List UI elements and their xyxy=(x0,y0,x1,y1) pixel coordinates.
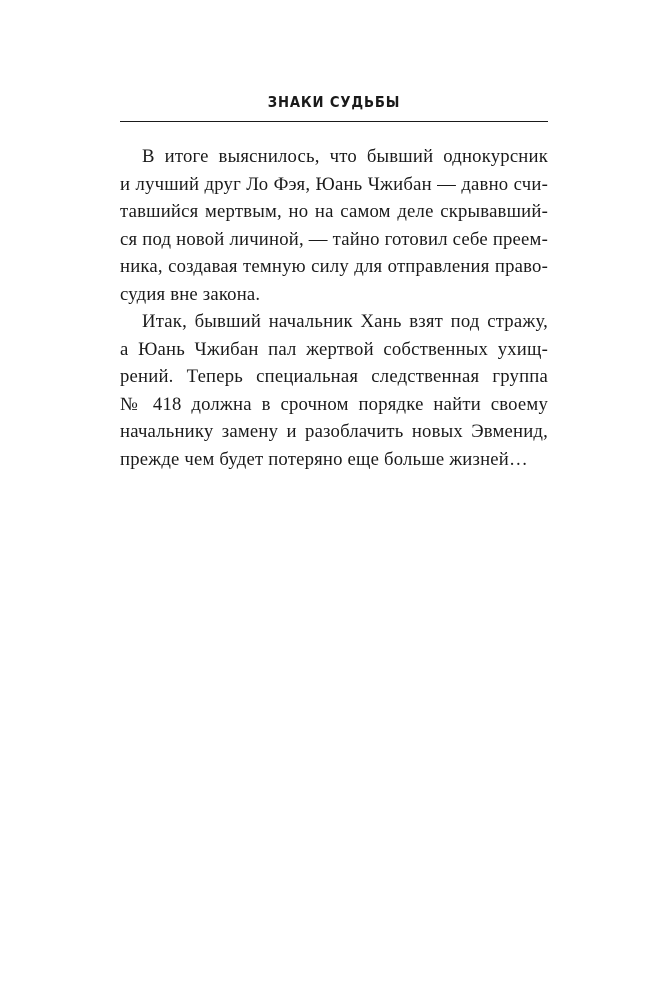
text-line: рений. Теперь специальная следственная группа xyxy=(120,366,548,387)
text-line: ся под новой личиной, — тайно готовил себе преем- xyxy=(120,228,548,250)
text-line: № 418 должна в срочном порядке найти своему xyxy=(120,393,548,415)
text-line: начальнику замену и разоблачить новых Эвменид, xyxy=(120,421,548,442)
paragraph-2 xyxy=(120,308,548,473)
running-head-title: ЗНАКИ СУДЬБЫ xyxy=(267,93,401,111)
text-line: прежде чем будет потеряно еще больше жизней… xyxy=(120,448,528,470)
header-rule xyxy=(120,121,548,122)
text-line: В итоге выяснилось, что бывший однокурсник xyxy=(142,146,548,167)
body-text xyxy=(120,143,548,473)
text-line: Итак, бывший начальник Хань взят под стражу, xyxy=(142,311,548,332)
text-line: судия вне закона. xyxy=(120,283,261,305)
text-line: и лучший друг Ло Фэя, Юань Чжибан — давно счи- xyxy=(120,173,548,195)
paragraph-1 xyxy=(120,143,548,308)
text-line: тавшийся мертвым, но на самом деле скрывавший- xyxy=(120,201,548,222)
text-line: а Юань Чжибан пал жертвой собственных ухищ- xyxy=(120,338,548,360)
text-line: ника, создавая темную силу для отправления право- xyxy=(120,256,548,277)
